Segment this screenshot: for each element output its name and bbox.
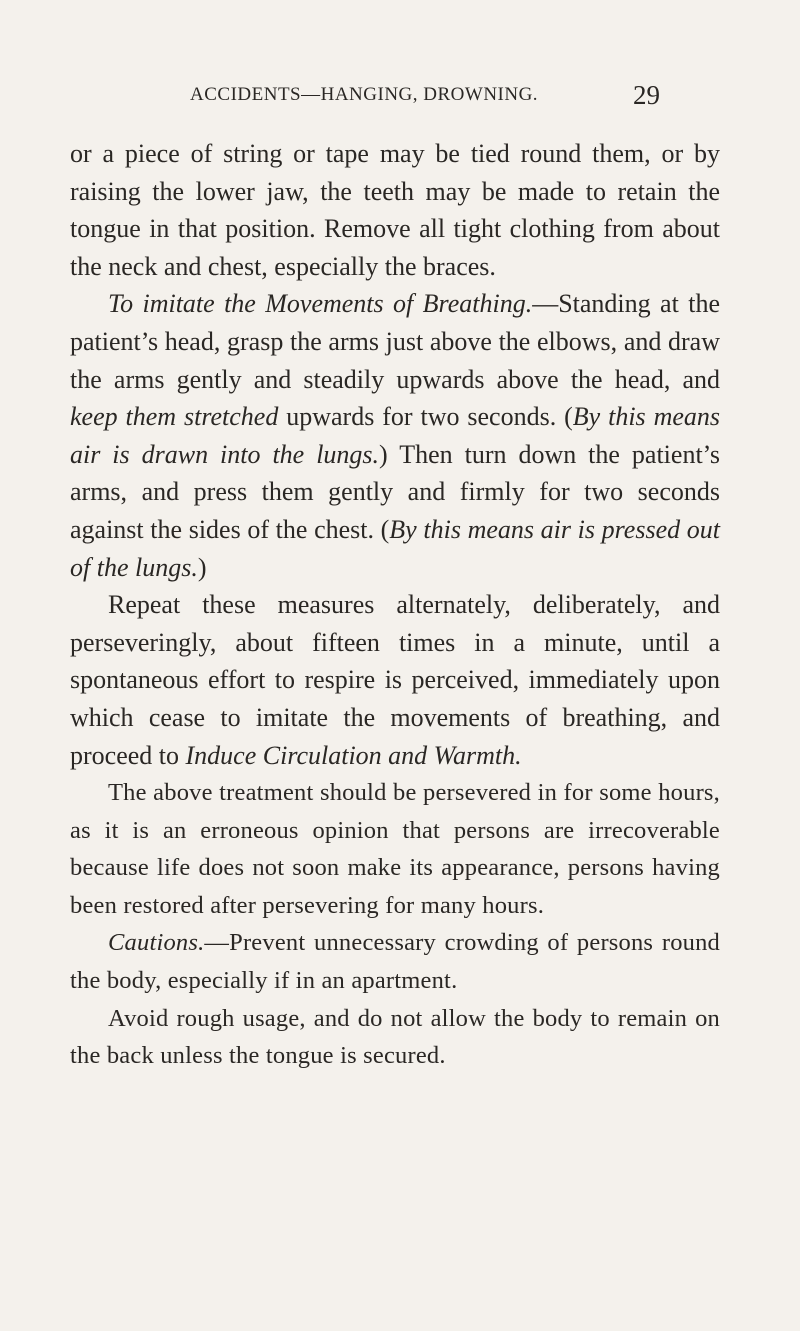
paragraph-treatment bbox=[70, 774, 720, 924]
paragraph-1 bbox=[70, 135, 720, 285]
paragraph-1-text: or a piece of string or tape may be tied round them, or by raising the lower jaw, the teeth may be made to retain the tongue in that position. Remove all tight clothing from about the neck and chest, especially the braces. bbox=[70, 139, 720, 281]
text-run: ) bbox=[197, 552, 207, 582]
text-run: Avoid rough usage, and do not allow the body to remain on the back unless the tongue is secured. bbox=[70, 1004, 720, 1070]
emphasis-run: By this means air is drawn into the lungs. bbox=[70, 402, 721, 469]
paragraph-avoid bbox=[70, 1000, 720, 1075]
text-run: —Standing at the patient’s head, grasp the arms just above the elbows, and draw the arms gently and steadily upwards above the head, and bbox=[70, 289, 720, 394]
text-run: ) Then turn down the patient’s arms, and press them gently and firmly for two seconds against the sides of the chest. ( bbox=[70, 439, 721, 544]
text-run: —Prevent unnecessary crowding of persons round the body, especially if in an apartment. bbox=[70, 929, 720, 995]
text-run: The above treatment should be persevered in for some hours, as it is an erroneous opinion that persons are irrecoverable because life does not soon make its appearance, persons having been restored after persevering for many hours. bbox=[70, 779, 720, 919]
section-heading-breathing: To imitate the Movements of Breathing. bbox=[108, 289, 533, 319]
emphasis-run: By this means air is pressed out of the lungs. bbox=[70, 514, 720, 582]
emphasis-run: keep them stretched bbox=[70, 402, 279, 432]
paragraph-cautions bbox=[70, 924, 720, 999]
text-run: upwards for two seconds. ( bbox=[278, 402, 573, 432]
running-title: ACCIDENTS—HANGING, DROWNING. bbox=[190, 84, 539, 105]
text-run: Repeat these measures alternately, deliberately, and perseveringly, about fifteen times in a minute, until a spontaneous effort to respire is perceived, immediately upon which cease to imitate the movements of breathing, and proceed to bbox=[70, 590, 720, 770]
section-heading-cautions: Cautions. bbox=[108, 929, 205, 957]
emphasis-run: Induce Circulation and Warmth. bbox=[185, 740, 522, 770]
paragraph-repeat bbox=[70, 586, 720, 774]
body-text bbox=[70, 135, 720, 1075]
page-number: 29 bbox=[633, 80, 660, 110]
paragraph-breathing bbox=[70, 285, 720, 586]
